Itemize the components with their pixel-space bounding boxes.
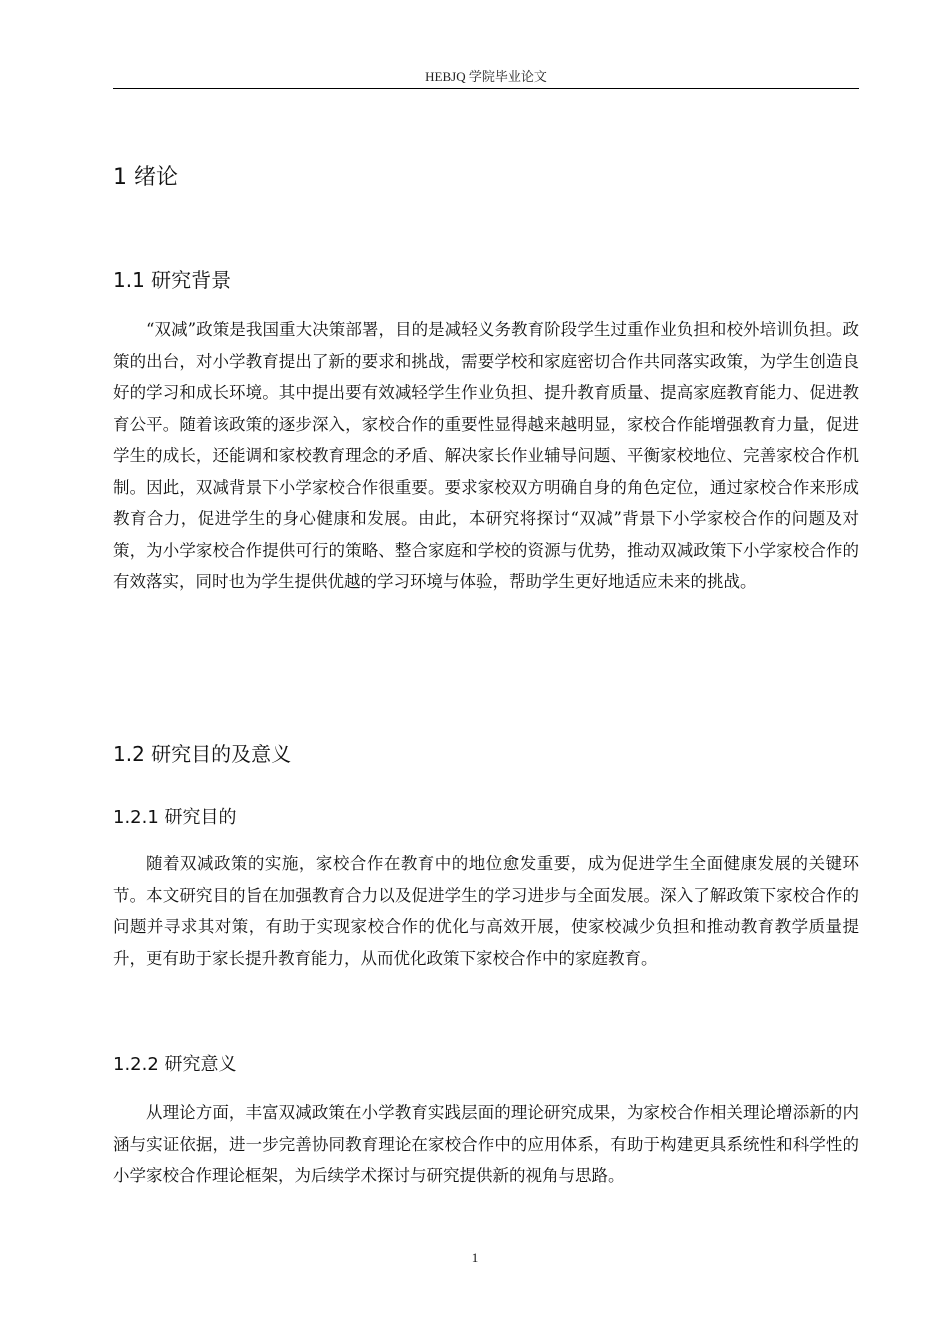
page-number: 1 xyxy=(471,1250,479,1265)
subsection-title-1-2-2: 1.2.2 研究意义 xyxy=(113,1054,237,1075)
subsection-title-1-2-1: 1.2.1 研究目的 xyxy=(113,807,237,828)
paragraph-research-purpose: 随着双减政策的实施，家校合作在教育中的地位愈发重要，成为促进学生全面健康发展的关键环节。本文研究目的旨在加强教育合力以及促进学生的学习进步与全面发展。深入了解政策下家校合作的问题并寻求其对策，有助于实现家校合作的优化与高效开展，使家校减少负担和推动教育教学质量提升，更有助于家长提升教育能力，从而优化政策下家校合作中的家庭教育。 xyxy=(113,854,859,968)
paragraph-research-significance: 从理论方面，丰富双减政策在小学教育实践层面的理论研究成果，为家校合作相关理论增添新的内涵与实证依据，进一步完善协同教育理论在家校合作中的应用体系，有助于构建更具系统性和科学性的小学家校合作理论框架，为后续学术探讨与研究提供新的视角与思路。 xyxy=(113,1103,859,1185)
section-title-1-2: 1.2 研究目的及意义 xyxy=(113,742,292,766)
section-title-1-1: 1.1 研究背景 xyxy=(113,268,232,292)
chapter-title: 1 绪论 xyxy=(113,165,178,190)
running-header: HEBJQ 学院毕业论文 xyxy=(113,66,859,89)
paragraph-research-background: “双减”政策是我国重大决策部署，目的是减轻义务教育阶段学生过重作业负担和校外培训负担。政策的出台，对小学教育提出了新的要求和挑战，需要学校和家庭密切合作共同落实政策，为学生创造良好的学习和成长环境。其中提出要有效减轻学生作业负担、提升教育质量、提高家庭教育能力、促进教育公平。随着该政策的逐步深入，家校合作的重要性显得越来越明显，家校合作能增强教育力量，促进学生的成长，还能调和家校教育理念的矛盾、解决家长作业辅导问题、平衡家校地位、完善家校合作机制。因此，双减背景下小学家校合作很重要。要求家校双方明确自身的角色定位，通过家校合作来形成教育合力，促进学生的身心健康和发展。由此，本研究将探讨“双减”背景下小学家校合作的问题及对策，为小学家校合作提供可行的策略、整合家庭和学校的资源与优势，推动双减政策下小学家校合作的有效落实，同时也为学生提供优越的学习环境与体验，帮助学生更好地适应未来的挑战。 xyxy=(113,320,859,591)
